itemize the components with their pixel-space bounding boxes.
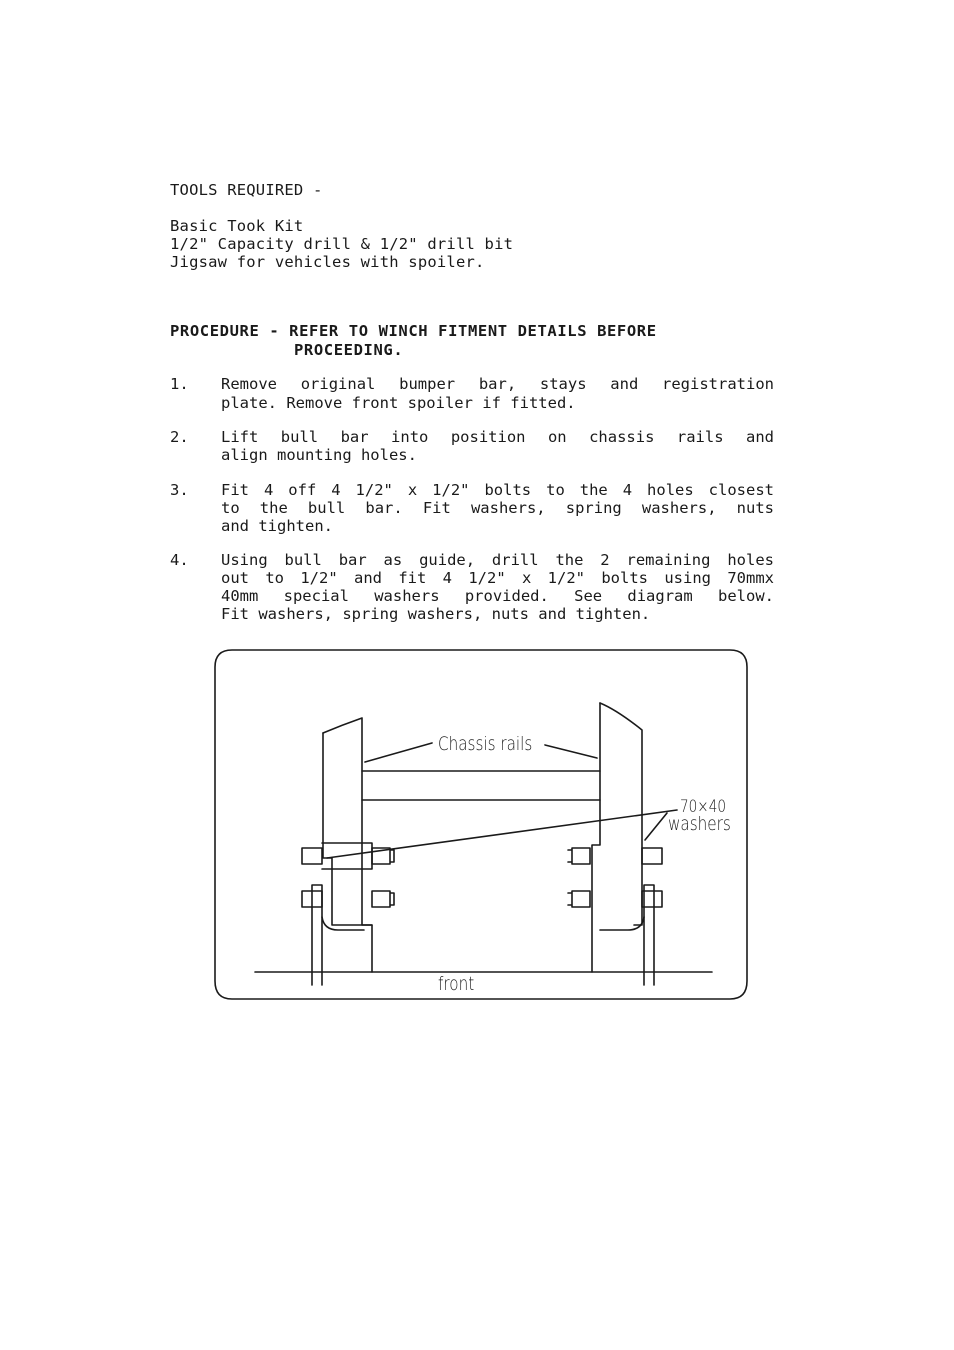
procedure-heading: PROCEDURE - REFER TO WINCH FITMENT DETAILS BEFORE [170, 322, 657, 340]
cross-member [362, 771, 600, 800]
left-bracket-curve [322, 917, 364, 930]
step-text-line: to the bull bar. Fit washers, spring washers, nuts [221, 499, 774, 517]
step-text-line: align mounting holes. [221, 446, 417, 464]
washer-leader-short [645, 813, 667, 840]
left-lower-bolt [302, 891, 394, 907]
chassis-diagram [212, 645, 752, 1005]
front-label: front [438, 973, 475, 995]
step-number: 3. [170, 481, 189, 499]
washers-label: washers [668, 813, 731, 835]
tools-item: Basic Took Kit [170, 217, 304, 235]
tools-item: 1/2" Capacity drill & 1/2" drill bit [170, 235, 514, 253]
chassis-leader-left [365, 743, 432, 762]
right-upper-bolt [642, 848, 662, 864]
right-bracket [644, 885, 654, 985]
right-bracket-curve [600, 917, 644, 930]
right-upper-bolt-nut [568, 848, 590, 864]
step-number: 1. [170, 375, 189, 393]
step-number: 2. [170, 428, 189, 446]
right-lower-bolt [568, 891, 662, 907]
step-text-line: Using bull bar as guide, drill the 2 remaining holes [221, 551, 774, 569]
step-text-line: and tighten. [221, 517, 333, 535]
step-number: 4. [170, 551, 189, 569]
step-text-line: Fit washers, spring washers, nuts and tighten. [221, 605, 651, 623]
washer-size-label: 70×40 [680, 797, 727, 817]
step-text-line: Remove original bumper bar, stays and registration [221, 375, 774, 393]
step-text-line: Lift bull bar into position on chassis rails and [221, 428, 774, 446]
left-bracket [312, 885, 322, 985]
step-text-line: plate. Remove front spoiler if fitted. [221, 394, 576, 412]
procedure-heading-continued: PROCEEDING. [294, 341, 404, 359]
tools-item: Jigsaw for vehicles with spoiler. [170, 253, 485, 271]
tools-heading: TOOLS REQUIRED - [170, 181, 323, 199]
step-text-line: out to 1/2" and fit 4 1/2" x 1/2" bolts using 70mmx [221, 569, 774, 587]
chassis-leader-right [545, 745, 597, 758]
left-chassis-rail [323, 718, 372, 972]
right-chassis-rail [600, 703, 642, 925]
washer-leader-long [327, 810, 677, 858]
step-text-line: 40mm special washers provided. See diagram below. [221, 587, 774, 605]
step-text-line: Fit 4 off 4 1/2" x 1/2" bolts to the 4 holes closest [221, 481, 774, 499]
chassis-rails-label: Chassis rails [438, 733, 533, 755]
right-chassis-rail-edge [592, 703, 600, 972]
